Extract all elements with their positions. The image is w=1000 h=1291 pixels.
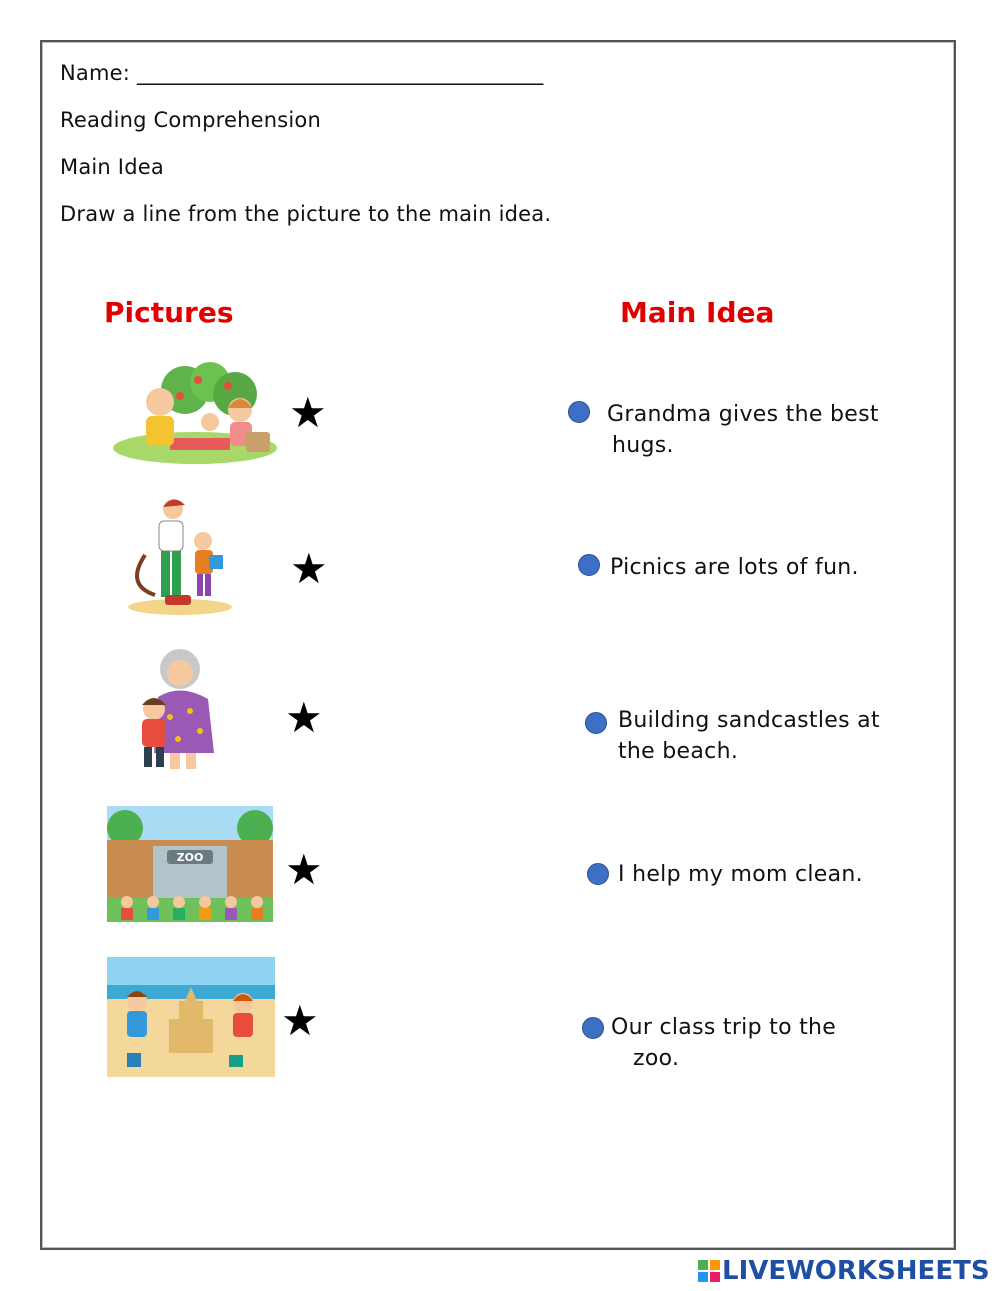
answer-dot-2[interactable]: [578, 554, 600, 576]
pictures-column-title: Pictures: [104, 296, 234, 329]
topic-heading: Main Idea: [60, 155, 164, 179]
star-marker-3[interactable]: ★: [285, 693, 323, 742]
picnic-picture: [110, 360, 280, 466]
logo-text: LIVEWORKSHEETS: [722, 1256, 990, 1286]
answer-dot-3[interactable]: [585, 712, 607, 734]
main-idea-column-title: Main Idea: [620, 296, 775, 329]
main-idea-4-line1: I help my mom clean.: [618, 862, 863, 887]
star-marker-5[interactable]: ★: [281, 996, 319, 1045]
main-idea-5-line1: Our class trip to the: [611, 1015, 837, 1040]
zoo-picture: [107, 806, 273, 922]
logo-blocks-icon: [698, 1260, 720, 1282]
main-idea-1-line2: hugs.: [612, 433, 674, 458]
main-idea-5-line2: zoo.: [633, 1046, 680, 1071]
main-idea-2: [610, 552, 859, 583]
star-marker-2[interactable]: ★: [290, 544, 328, 593]
subject-heading: Reading Comprehension: [60, 108, 321, 132]
answer-dot-4[interactable]: [587, 863, 609, 885]
name-field[interactable]: Name: ______________________________________: [60, 61, 544, 85]
star-marker-1[interactable]: ★: [289, 388, 327, 437]
main-idea-3-line1: Building sandcastles at: [618, 708, 880, 733]
star-marker-4[interactable]: ★: [285, 845, 323, 894]
main-idea-1: [607, 399, 879, 461]
grandma-hug-picture: [128, 647, 218, 775]
cleaning-picture: [125, 495, 235, 617]
answer-dot-1[interactable]: [568, 401, 590, 423]
main-idea-3-line2: the beach.: [618, 739, 739, 764]
answer-dot-5[interactable]: [582, 1017, 604, 1039]
liveworksheets-logo: [698, 1255, 994, 1287]
svg-text:ZOO: ZOO: [176, 851, 204, 864]
main-idea-2-line1: Picnics are lots of fun.: [610, 555, 859, 580]
main-idea-3: [618, 705, 880, 767]
main-idea-1-line1: Grandma gives the best: [607, 402, 879, 427]
main-idea-5: [611, 1012, 836, 1074]
instruction-text: Draw a line from the picture to the main idea.: [60, 202, 552, 226]
main-idea-4: [618, 859, 863, 890]
sandcastle-picture: [107, 957, 275, 1077]
